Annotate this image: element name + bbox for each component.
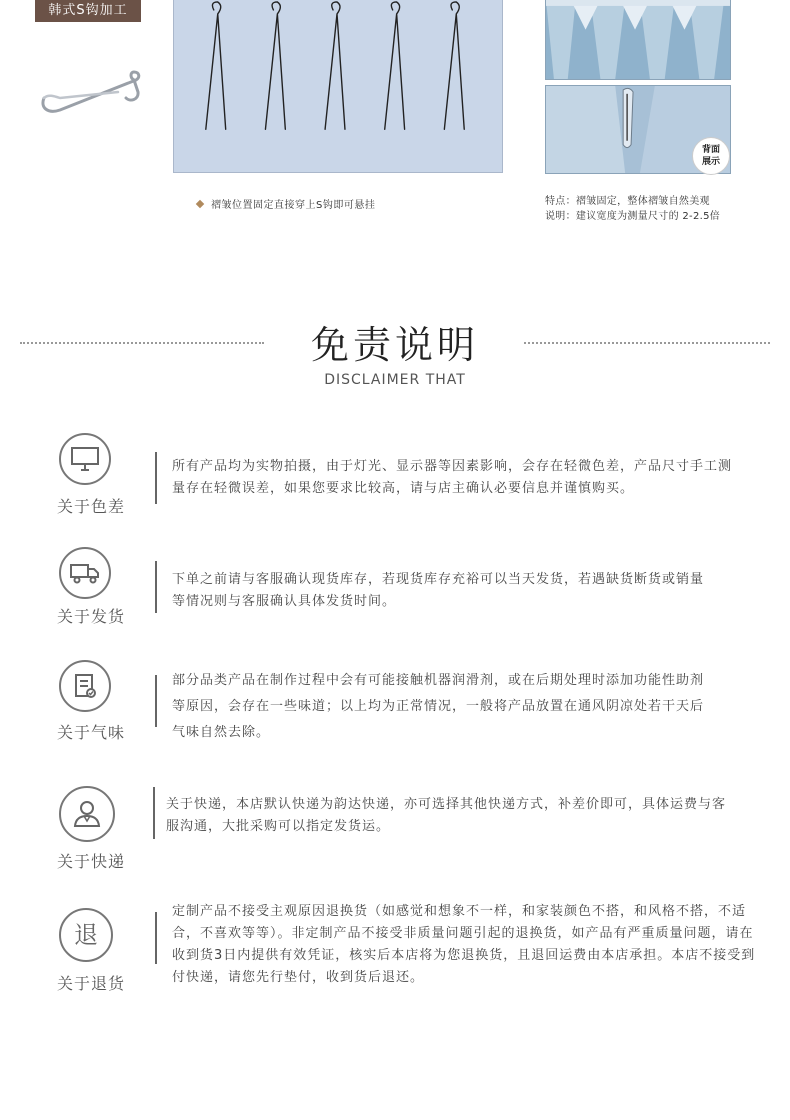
divider-bar bbox=[155, 675, 157, 727]
item-label-shipping: 关于发货 bbox=[56, 607, 125, 626]
s-hook-image bbox=[40, 58, 142, 118]
monitor-icon bbox=[59, 433, 111, 485]
pleat-front-photo bbox=[545, 0, 731, 80]
checklist-icon bbox=[59, 660, 111, 712]
feature-line: 特点：褶皱固定，整体褶皱自然美观 bbox=[545, 196, 710, 207]
back-view-badge: 背面 展示 bbox=[692, 137, 730, 175]
courier-person-icon bbox=[59, 786, 115, 842]
item-text-odor: 部分品类产品在制作过程中会有可能接触机器润滑剂，或在后期处理时添加功能性助剂等原因，会存在一些味道；以上均为正常情况，一般将产品放置在通风阴凉处若干天后气味自然去除。 bbox=[172, 673, 705, 740]
item-label-odor: 关于气味 bbox=[56, 723, 125, 742]
item-label-returns: 关于退货 bbox=[56, 974, 125, 993]
divider-bar bbox=[155, 452, 157, 504]
return-icon bbox=[59, 908, 113, 962]
item-text-courier: 关于快递，本店默认快递为韵达快递，亦可选择其他快递方式，补差价即可，具体运费与客服沟通，大批采购可以指定发货运。 bbox=[166, 797, 727, 834]
divider-bar bbox=[155, 912, 157, 964]
disclaimer-subtitle: DISCLAIMER THAT bbox=[324, 372, 466, 388]
return-icon-glyph: 退 bbox=[74, 921, 98, 949]
diamond-bullet-icon bbox=[196, 200, 204, 208]
item-text-color: 所有产品均为实物拍摄，由于灯光、显示器等因素影响，会存在轻微色差，产品尺寸手工测量存在轻微误差，如果您要求比较高，请与店主确认必要信息并谨慎购买。 bbox=[172, 459, 733, 496]
feature-notes bbox=[545, 194, 720, 224]
divider-bar bbox=[155, 561, 157, 613]
delivery-truck-icon bbox=[59, 547, 111, 599]
item-text-shipping: 下单之前请与客服确认现货库存，若现货库存充裕可以当天发货，若遇缺货断货或销量等情况则与客服确认具体发货时间。 bbox=[172, 572, 705, 609]
caption-hanging-text: 褶皱位置固定直接穿上S钩即可悬挂 bbox=[211, 200, 376, 211]
instruction-line: 说明：建议宽度为测量尺寸的 2-2.5倍 bbox=[545, 211, 721, 222]
item-label-courier: 关于快递 bbox=[56, 852, 125, 871]
pleat-diagram-panel bbox=[173, 0, 503, 173]
disclaimer-title: 免责说明 bbox=[310, 323, 479, 367]
caption-hanging bbox=[197, 196, 375, 211]
item-label-color: 关于色差 bbox=[56, 497, 125, 516]
hook-processing-tag: 韩式S钩加工 bbox=[35, 0, 141, 22]
item-text-returns: 定制产品不接受主观原因退换货（如感觉和想象不一样，和家装颜色不搭，和风格不搭，不适合，不喜欢等等）。非定制产品不接受非质量问题引起的退换货，如产品有严重质量问题，请在收到货3日内提供有效凭证，核实后本店将为您退换货，且退回运费由本店承担。本店不接受到付快递，请您先行垫付，收到货后退还。 bbox=[172, 904, 756, 985]
divider-bar bbox=[153, 787, 155, 839]
